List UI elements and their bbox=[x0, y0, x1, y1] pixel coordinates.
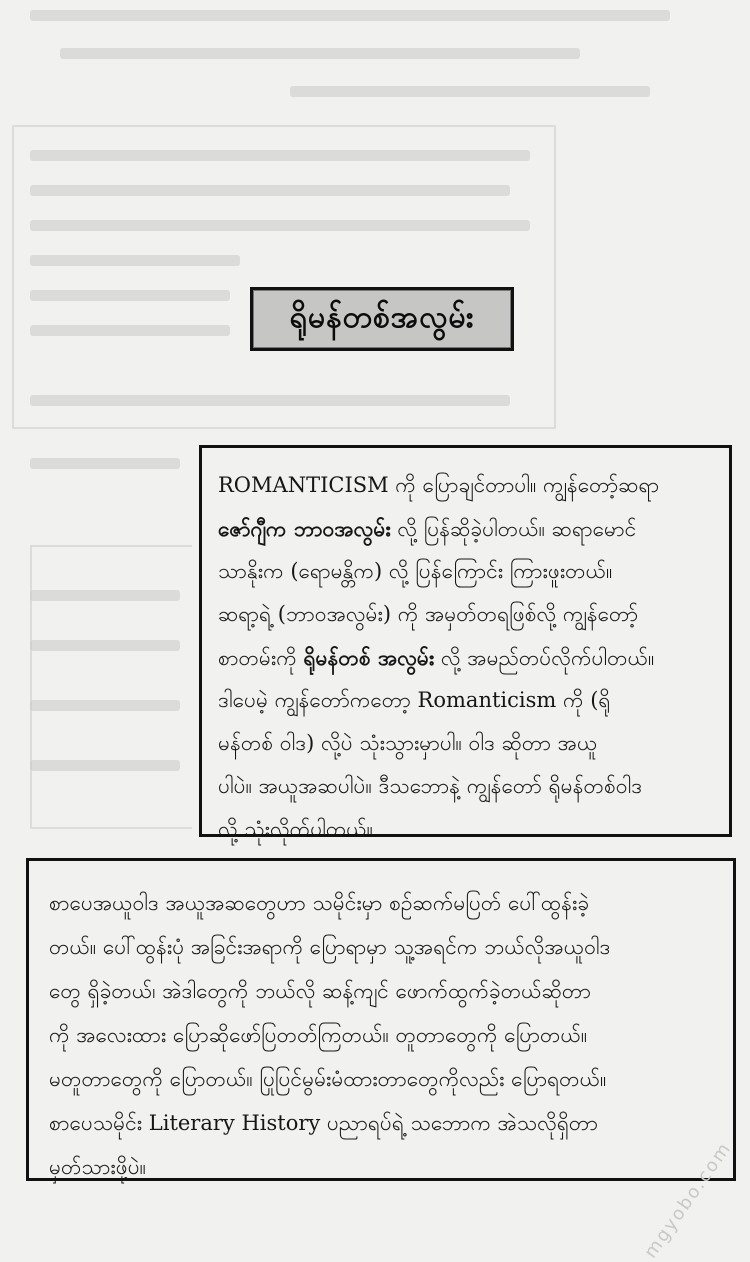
author-note-box bbox=[199, 445, 732, 841]
show-through-frame-top bbox=[12, 125, 556, 429]
chapter-title: ရိုမန်တစ်အလွမ်း bbox=[289, 299, 475, 335]
note-line bbox=[218, 550, 715, 593]
note-text: စာတမ်းကို bbox=[218, 646, 304, 670]
show-through-line bbox=[30, 220, 530, 231]
note-line bbox=[218, 808, 715, 851]
note-line bbox=[218, 636, 715, 679]
note-text: ဒါပေမဲ့ ကျွန်တော်ကတော့ Romanticism ကို (ရို bbox=[218, 688, 611, 712]
main-line: ကို အလေးထား ပြောဆိုဖော်ပြတတ်ကြတယ်။ တူတာတွေကို ပြောတယ်။ bbox=[49, 1023, 588, 1047]
main-line: စာပေသမိုင်း Literary History ပညာရပ်ရဲ့ သဘောက အဲသလိုရှိတာ bbox=[49, 1111, 598, 1135]
show-through-line bbox=[30, 640, 180, 651]
note-bold-text: ရိုမန်တစ် အလွမ်း bbox=[303, 645, 435, 670]
chapter-title-box bbox=[250, 287, 514, 351]
note-text: မန်တစ် ဝါဒ) လို့ပဲ သုံးသွားမှာပါ။ ဝါဒ ဆိုတာ အယူ bbox=[218, 731, 598, 755]
note-text: ပါပဲ။ အယူအဆပါပဲ။ ဒီသဘောနဲ့ ကျွန်တော် ရိုမန်တစ်ဝါဒ bbox=[218, 774, 643, 798]
show-through-line bbox=[30, 760, 180, 771]
note-line bbox=[218, 464, 715, 507]
author-note-text bbox=[218, 464, 715, 851]
main-text bbox=[49, 881, 715, 1189]
show-through-line bbox=[60, 48, 580, 59]
main-text-box bbox=[26, 858, 736, 1181]
show-through-line bbox=[30, 255, 240, 266]
note-line bbox=[218, 679, 715, 722]
show-through-line bbox=[30, 590, 180, 601]
note-text: ဆရာ့ရဲ့ (ဘာဝအလွမ်း) ကို အမှတ်တရဖြစ်လို့ ကျွန်တော့် bbox=[218, 602, 639, 626]
note-text: လို့ အမည်တပ်လိုက်ပါတယ်။ bbox=[434, 646, 655, 670]
note-line bbox=[218, 765, 715, 808]
show-through-line bbox=[30, 700, 180, 711]
main-line: မှတ်သားဖို့ပဲ။ bbox=[49, 1155, 147, 1179]
main-line: တယ်။ ပေါ်ထွန်းပုံ အခြင်းအရာကို ပြောရာမှာ သူ့အရင်က ဘယ်လိုအယူဝါဒ bbox=[49, 935, 611, 959]
show-through-line bbox=[30, 290, 230, 301]
show-through-line bbox=[30, 185, 510, 196]
note-line bbox=[218, 507, 715, 550]
show-through-line bbox=[290, 86, 650, 97]
site-watermark: mgyobo.com bbox=[640, 1137, 736, 1262]
show-through-frame-bottom bbox=[30, 545, 192, 829]
show-through-line bbox=[30, 458, 180, 469]
note-text: ROMANTICISM ကို ပြောချင်တာပါ။ ကျွန်တော့်ဆရာ bbox=[218, 473, 660, 497]
show-through-line bbox=[30, 325, 230, 336]
main-line: စာပေအယူဝါဒ အယူအဆတွေဟာ သမိုင်းမှာ စဉ်ဆက်မပြတ် ပေါ်ထွန်းခဲ့ bbox=[49, 891, 590, 915]
show-through-line bbox=[30, 10, 670, 21]
note-line bbox=[218, 722, 715, 765]
show-through-line bbox=[30, 395, 510, 406]
note-text: သာနိုးက (ရောမန္တိက) လို့ ပြန်ကြောင်း ကြားဖူးတယ်။ bbox=[218, 559, 613, 583]
show-through-line bbox=[30, 150, 530, 161]
main-line: မတူတာတွေကို ပြောတယ်။ ပြုပြင်မွမ်းမံထားတာတွေကိုလည်း ပြောရတယ်။ bbox=[49, 1067, 607, 1091]
main-line: တွေ ရှိခဲ့တယ်၊ အဲဒါတွေကို ဘယ်လို ဆန့်ကျင် ဖောက်ထွက်ခဲ့တယ်ဆိုတာ bbox=[49, 979, 591, 1003]
note-text: လို့ သုံးလိုက်ပါတယ်။ bbox=[218, 817, 374, 841]
note-text: လို့ ပြန်ဆိုခဲ့ပါတယ်။ ဆရာမောင် bbox=[390, 517, 637, 541]
note-bold-text: ဇော်ဂျီက ဘာဝအလွမ်း bbox=[218, 516, 391, 541]
note-line bbox=[218, 593, 715, 636]
